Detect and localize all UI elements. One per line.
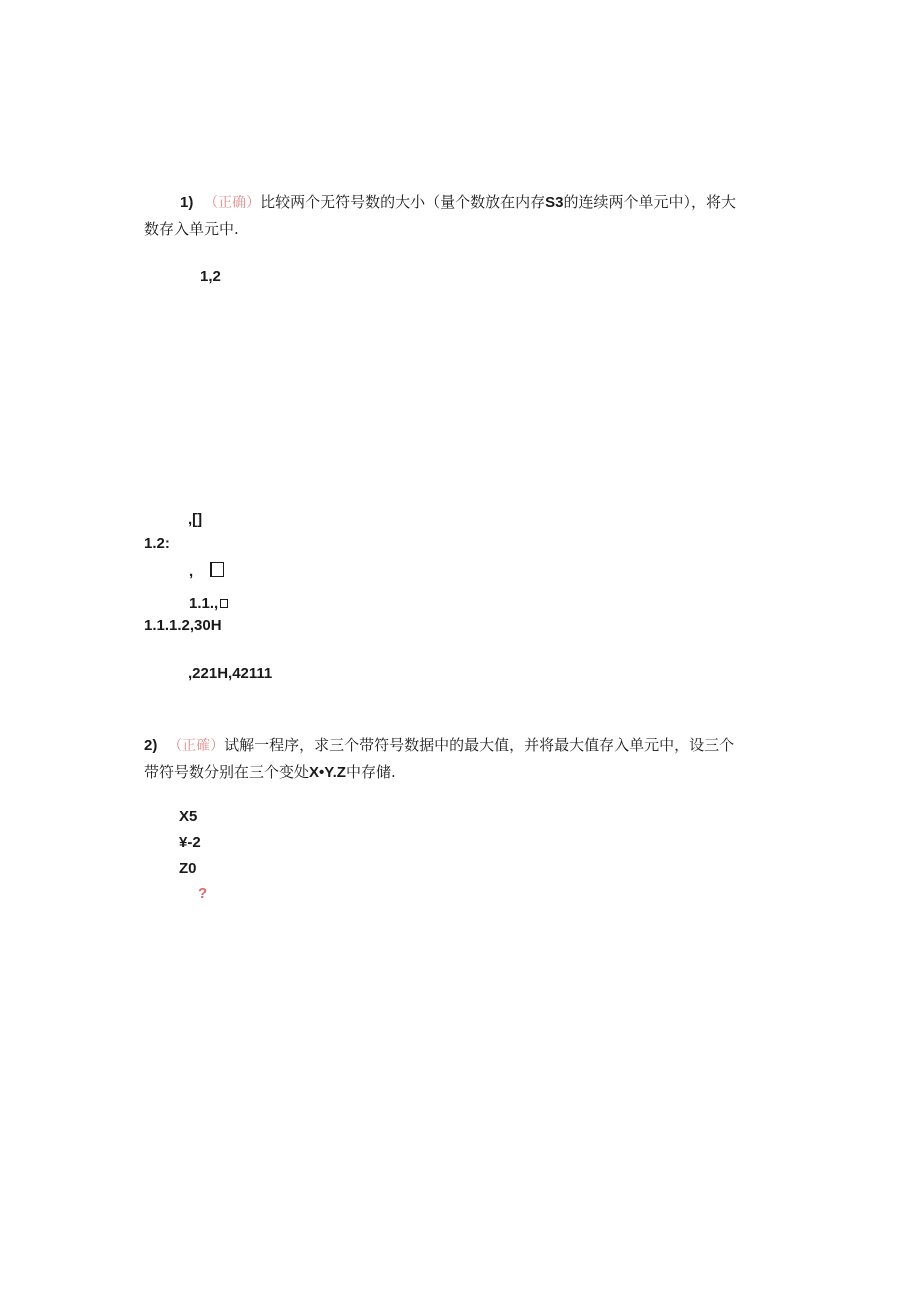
question-2-text-c: X•Y.Z [309,764,346,781]
question-2-paragraph [144,732,774,786]
question-2-line-2 [144,759,774,786]
question-2-text-a: 试解一程序，求三个带符号数据中的最大值，并将最大值存入单元中，设三个 [224,736,735,754]
q2-var-x: X5 [179,808,198,825]
q1-line-1: 1,2 [200,268,221,285]
question-2-number: 2) [144,737,158,754]
q1-line-5-text: 1.1., [189,595,219,612]
question-2-text-b: 带符号数分别在三个变处 [144,763,310,781]
question-1-text-a: 比较两个无符号数的大小（量个数放在内存 [260,193,546,211]
box-glyph-icon [210,562,224,577]
q1-line-4-prefix: , [189,563,194,580]
q1-line-6: 1.1.1.2,30H [144,617,222,634]
q2-var-z: Z0 [179,860,197,877]
question-2-text-d: 中存储. [345,763,396,781]
q2-question-mark: ? [198,885,208,902]
question-1-paragraph [144,189,774,242]
q1-line-7: ,221H,42111 [188,665,273,682]
question-1-number: 1) [180,194,194,211]
q2-var-y: ¥-2 [179,834,201,851]
question-2-line-1 [144,732,774,759]
q1-line-3: 1.2: [144,535,170,552]
question-1-text-b: S3 [545,194,564,211]
question-1-line-1 [144,189,774,216]
q1-line-2: ,[] [188,511,203,528]
q1-line-4 [189,561,224,580]
question-1-status: （正确） [204,195,261,211]
question-1-line-2 [144,216,774,242]
question-1-text-d: 数存入单元中. [144,220,239,238]
q1-line-5 [189,593,228,612]
question-1-text-c: 的连续两个单元中），将大 [563,193,737,211]
small-box-glyph-icon [220,599,228,608]
question-2-status: （正確） [168,738,225,754]
